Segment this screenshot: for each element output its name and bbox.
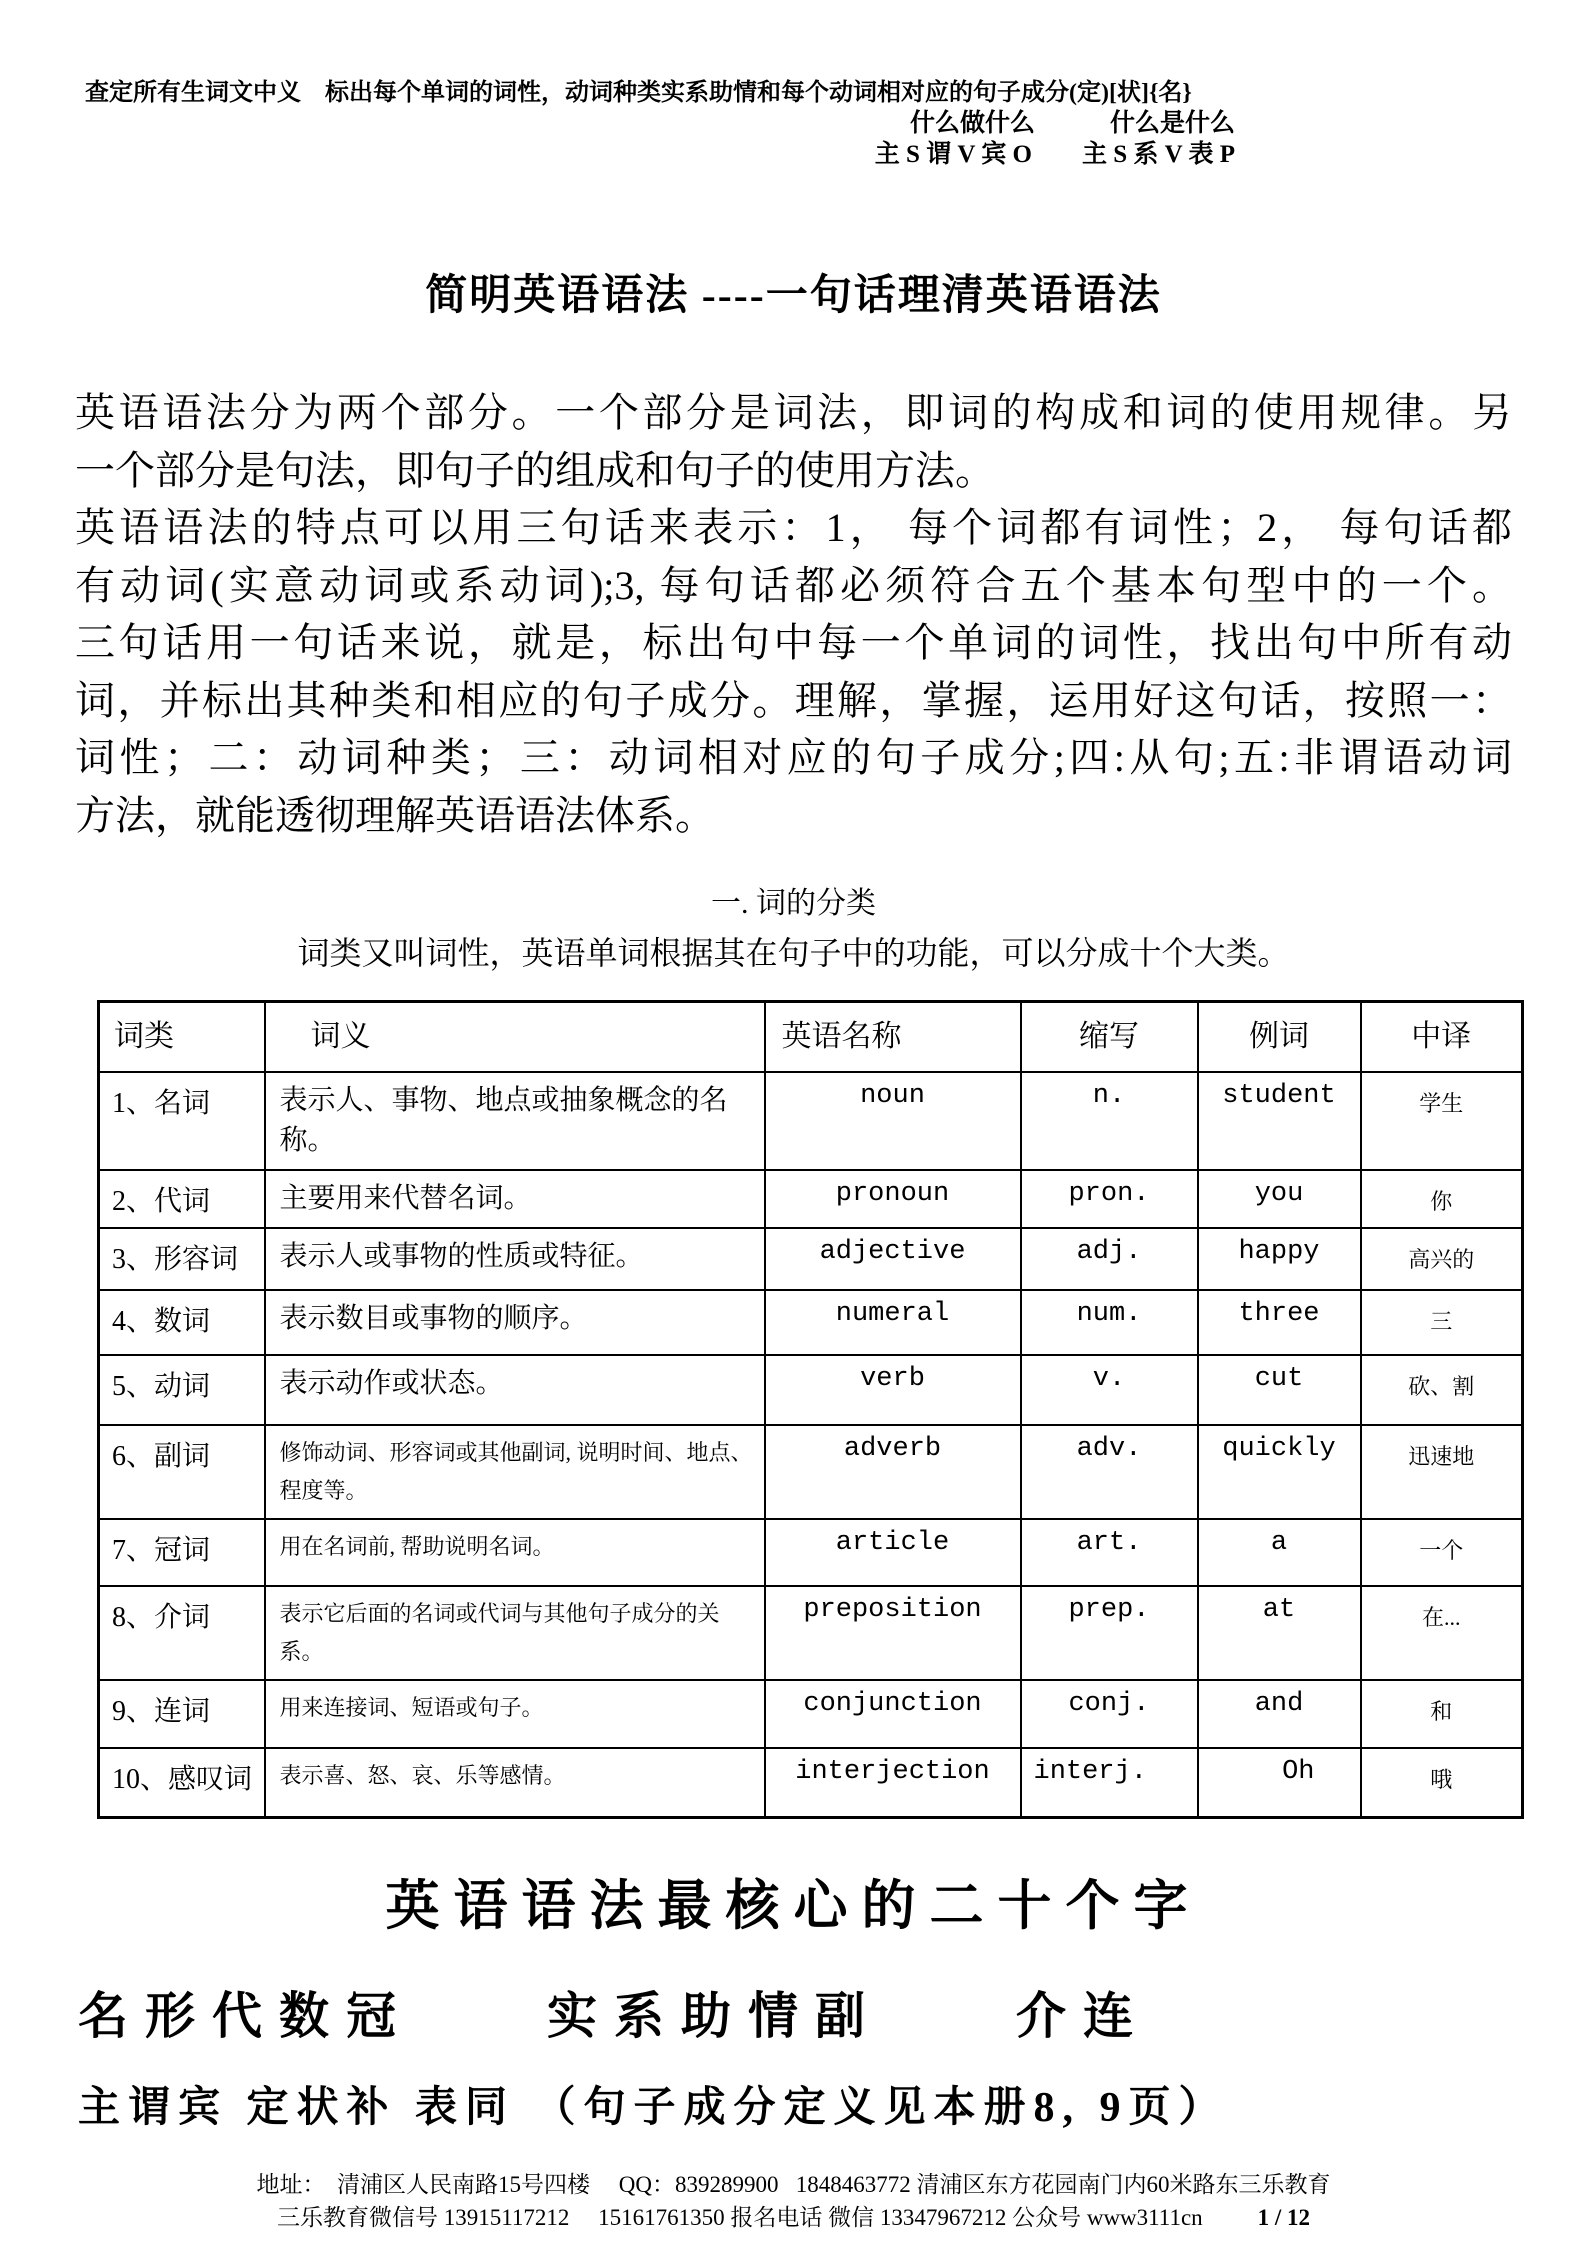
intro-line: 有动词(实意动词或系动词);3, 每句话都必须符合五个基本句型中的一个。 bbox=[75, 562, 1512, 608]
cell-example: at bbox=[1198, 1586, 1361, 1680]
cell-example: three bbox=[1198, 1290, 1361, 1355]
cell-english-name: pronoun bbox=[765, 1170, 1021, 1228]
cell-translation: 和 bbox=[1361, 1680, 1523, 1748]
annotation-header bbox=[0, 78, 1587, 170]
column-header-example: 例词 bbox=[1198, 1002, 1361, 1072]
cell-abbreviation: n. bbox=[1021, 1072, 1198, 1170]
cell-example: student bbox=[1198, 1072, 1361, 1170]
table-row bbox=[99, 1586, 1523, 1680]
column-header-english-name: 英语名称 bbox=[765, 1002, 1021, 1072]
cell-english-name: noun bbox=[765, 1072, 1021, 1170]
cell-english-name: interjection bbox=[765, 1748, 1021, 1818]
table-row bbox=[99, 1290, 1523, 1355]
cell-english-name: adverb bbox=[765, 1425, 1021, 1519]
cell-translation: 迅速地 bbox=[1361, 1425, 1523, 1519]
cell-meaning: 用在名词前, 帮助说明名词。 bbox=[265, 1519, 765, 1586]
cell-meaning: 表示人或事物的性质或特征。 bbox=[265, 1228, 765, 1290]
cell-abbreviation: num. bbox=[1021, 1290, 1198, 1355]
annotation-line-2: 什么做什么 什么是什么 bbox=[909, 110, 1235, 137]
intro-line: 英语语法的特点可以用三句话来表示：1， 每个词都有词性；2， 每句话都 bbox=[75, 505, 1512, 550]
cell-word-class: 8、介词 bbox=[99, 1586, 265, 1680]
cell-example: a bbox=[1198, 1519, 1361, 1586]
cell-meaning: 用来连接词、短语或句子。 bbox=[265, 1680, 765, 1748]
cell-meaning: 表示数目或事物的顺序。 bbox=[265, 1290, 765, 1355]
page-number: 1 / 12 bbox=[1257, 2205, 1311, 2230]
table-row bbox=[99, 1355, 1523, 1425]
table-row bbox=[99, 1680, 1523, 1748]
intro-line: 词，并标出其种类和相应的句子成分。理解，掌握，运用好这句话，按照一： bbox=[75, 677, 1512, 723]
cell-abbreviation: conj. bbox=[1021, 1680, 1198, 1748]
cell-translation: 砍、割 bbox=[1361, 1355, 1523, 1425]
footer-line-1: 地址： 清浦区人民南路15号四楼 QQ：839289900 1848463772 清浦区东方花园南门内60米路东三乐教育 bbox=[256, 2172, 1331, 2197]
annotation-line-3: 主 S 谓 V 宾 O 主 S 系 V 表 P bbox=[874, 141, 1235, 168]
section-heading: 一. 词的分类 bbox=[711, 887, 876, 920]
cell-example: quickly bbox=[1198, 1425, 1361, 1519]
cell-translation: 哦 bbox=[1361, 1748, 1523, 1818]
cell-abbreviation: v. bbox=[1021, 1355, 1198, 1425]
cell-translation: 学生 bbox=[1361, 1072, 1523, 1170]
cell-example: and bbox=[1198, 1680, 1361, 1748]
cell-example: you bbox=[1198, 1170, 1361, 1228]
intro-line: 一个部分是句法，即句子的组成和句子的使用方法。 bbox=[75, 447, 995, 493]
cell-abbreviation: prep. bbox=[1021, 1586, 1198, 1680]
section-subheading: 词类又叫词性，英语单词根据其在句子中的功能，可以分成十个大类。 bbox=[297, 935, 1290, 971]
cell-translation: 高兴的 bbox=[1361, 1228, 1523, 1290]
cell-meaning: 表示动作或状态。 bbox=[265, 1355, 765, 1425]
table-header-row bbox=[99, 1002, 1523, 1072]
cell-abbreviation: art. bbox=[1021, 1519, 1198, 1586]
intro-line: 英语语法分为两个部分。一个部分是词法，即词的构成和词的使用规律。另 bbox=[75, 390, 1512, 435]
cell-word-class: 2、代词 bbox=[99, 1170, 265, 1228]
cell-example: Oh bbox=[1198, 1748, 1361, 1818]
cell-word-class: 3、形容词 bbox=[99, 1228, 265, 1290]
cell-translation: 三 bbox=[1361, 1290, 1523, 1355]
cell-english-name: adjective bbox=[765, 1228, 1021, 1290]
column-header-abbreviation: 缩写 bbox=[1021, 1002, 1198, 1072]
cell-meaning: 表示喜、怒、哀、乐等感情。 bbox=[265, 1748, 765, 1818]
table-row bbox=[99, 1072, 1523, 1170]
page-title: 简明英语语法 ----一句话理清英语语法 bbox=[425, 273, 1162, 319]
cell-translation: 你 bbox=[1361, 1170, 1523, 1228]
cell-example: happy bbox=[1198, 1228, 1361, 1290]
cell-word-class: 5、动词 bbox=[99, 1355, 265, 1425]
intro-line: 词性；二：动词种类；三：动词相对应的句子成分;四:从句;五:非谓语动词 bbox=[75, 735, 1512, 780]
annotation-line-1: 查定所有生词文中义 标出每个单词的词性，动词种类实系助情和每个动词相对应的句子成分(定)[状]{名} bbox=[85, 80, 1192, 106]
cell-abbreviation: adj. bbox=[1021, 1228, 1198, 1290]
cell-english-name: numeral bbox=[765, 1290, 1021, 1355]
cell-word-class: 1、名词 bbox=[99, 1072, 265, 1170]
core-line-1: 名形代数冠 实系助情副 介连 bbox=[78, 1988, 1150, 2044]
cell-abbreviation: pron. bbox=[1021, 1170, 1198, 1228]
cell-meaning: 表示它后面的名词或代词与其他句子成分的关系。 bbox=[265, 1586, 765, 1680]
table-row bbox=[99, 1170, 1523, 1228]
cell-meaning: 表示人、事物、地点或抽象概念的名称。 bbox=[265, 1072, 765, 1170]
cell-word-class: 10、感叹词 bbox=[99, 1748, 265, 1818]
table-row bbox=[99, 1519, 1523, 1586]
cell-abbreviation: adv. bbox=[1021, 1425, 1198, 1519]
cell-word-class: 4、数词 bbox=[99, 1290, 265, 1355]
page-footer bbox=[0, 2168, 1587, 2234]
intro-paragraphs bbox=[75, 384, 1512, 844]
footer-line-2 bbox=[0, 2201, 1587, 2234]
column-header-word-class: 词类 bbox=[99, 1002, 265, 1072]
cell-english-name: conjunction bbox=[765, 1680, 1021, 1748]
cell-english-name: article bbox=[765, 1519, 1021, 1586]
column-header-meaning: 词义 bbox=[265, 1002, 765, 1072]
cell-english-name: verb bbox=[765, 1355, 1021, 1425]
cell-word-class: 7、冠词 bbox=[99, 1519, 265, 1586]
cell-abbreviation: interj. bbox=[1021, 1748, 1198, 1818]
table-row bbox=[99, 1425, 1523, 1519]
cell-meaning: 主要用来代替名词。 bbox=[265, 1170, 765, 1228]
column-header-translation: 中译 bbox=[1361, 1002, 1523, 1072]
intro-line: 三句话用一句话来说，就是，标出句中每一个单词的词性，找出句中所有动 bbox=[75, 620, 1512, 665]
table-row bbox=[99, 1228, 1523, 1290]
table-row bbox=[99, 1748, 1523, 1818]
core-heading: 英语语法最核心的二十个字 bbox=[385, 1876, 1202, 1936]
cell-meaning: 修饰动词、形容词或其他副词, 说明时间、地点、程度等。 bbox=[265, 1425, 765, 1519]
cell-example: cut bbox=[1198, 1355, 1361, 1425]
core-line-2: 主谓宾 定状补 表同 （句子成分定义见本册8, 9页） bbox=[78, 2085, 1229, 2131]
cell-word-class: 6、副词 bbox=[99, 1425, 265, 1519]
cell-translation: 一个 bbox=[1361, 1519, 1523, 1586]
cell-translation: 在... bbox=[1361, 1586, 1523, 1680]
word-classes-table bbox=[97, 1000, 1524, 1819]
intro-line: 方法，就能透彻理解英语语法体系。 bbox=[75, 792, 715, 838]
cell-word-class: 9、连词 bbox=[99, 1680, 265, 1748]
footer-contacts: 三乐教育微信号 13915117212 15161761350 报名电话 微信 13347967212 公众号 www3111cn bbox=[276, 2205, 1203, 2230]
cell-english-name: preposition bbox=[765, 1586, 1021, 1680]
